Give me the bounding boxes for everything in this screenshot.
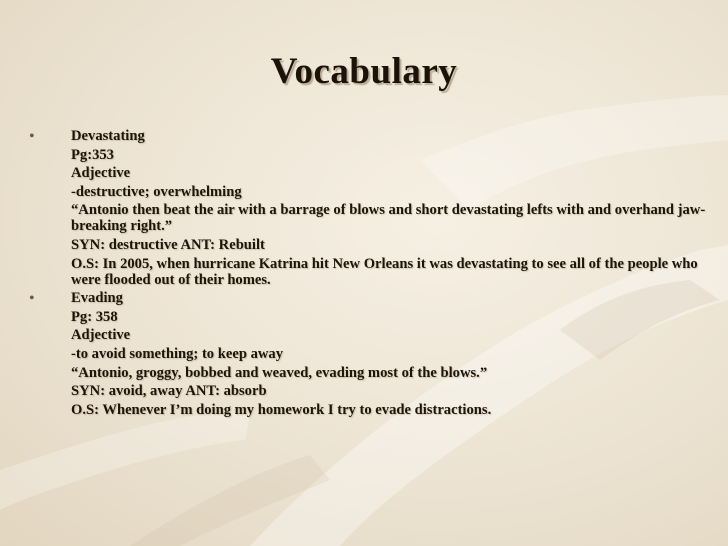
vocab-word: Evading — [71, 290, 123, 307]
vocab-definition: -to avoid something; to keep away — [71, 345, 284, 362]
vocab-page: Pg:353 — [71, 146, 114, 163]
vocab-syn-ant: SYN: avoid, away ANT: absorb — [71, 383, 267, 400]
vocab-quote: “Antonio, groggy, bobbed and weaved, evading most of the blows.” — [71, 364, 488, 381]
vocab-entry-evading — [26, 290, 706, 418]
vocab-definition: -destructive; overwhelming — [71, 183, 242, 200]
bullet-dot-icon: • — [29, 128, 35, 145]
slide-title: Vocabulary — [270, 51, 458, 92]
bullet-dot-icon: • — [29, 290, 35, 308]
vocab-quote: “Antonio then beat the air with a barrage of blows and short devastating lefts with and overhand jaw-breaking right.” — [71, 202, 706, 235]
vocab-own-sentence: O.S: Whenever I’m doing my homework I try to evade distractions. — [71, 401, 492, 418]
vocab-page: Pg: 358 — [71, 308, 118, 325]
vocab-word: Devastating — [71, 128, 145, 144]
vocabulary-list — [26, 128, 706, 420]
vocab-entry-devastating — [26, 128, 706, 288]
vocab-syn-ant: SYN: destructive ANT: Rebuilt — [71, 236, 265, 253]
vocab-part-of-speech: Adjective — [71, 165, 131, 182]
vocab-part-of-speech: Adjective — [71, 327, 131, 344]
vocab-own-sentence: O.S: In 2005, when hurricane Katrina hit New Orleans it was devastating to see all of the people who were flooded out of their homes. — [71, 255, 698, 288]
